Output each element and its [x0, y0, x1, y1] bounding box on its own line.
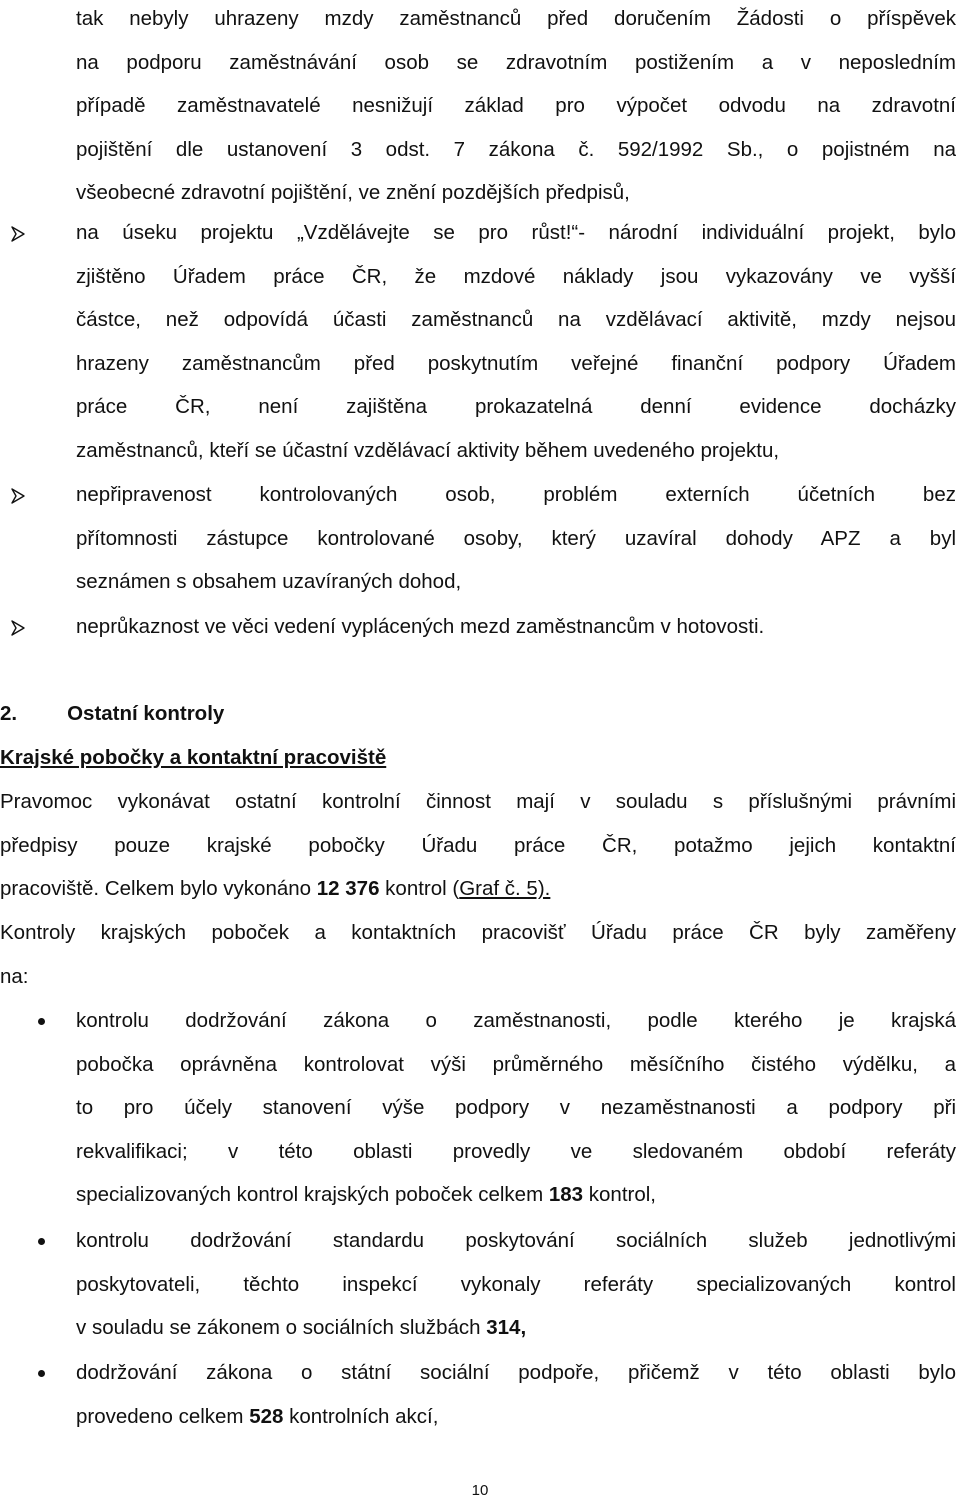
- bullet-item-1: [76, 999, 956, 1217]
- text-line: neprůkaznost ve věci vedení vyplácených mezd zaměstnancům v hotovosti.: [76, 615, 765, 638]
- text-line: seznámen s obsahem uzavíraných dohod,: [76, 570, 462, 594]
- text-run: provedeno celkem: [76, 1404, 250, 1428]
- text-line: [76, 1395, 956, 1439]
- paragraph-2: [0, 911, 956, 998]
- text-line: dodržování zákona o státní sociální podpoře, přičemž v této oblasti bylo: [76, 1361, 956, 1384]
- arrow-item-1: [76, 211, 956, 473]
- arrow-bullet-icon: [10, 226, 26, 242]
- intro-paragraph: [76, 0, 956, 215]
- text-run: specializovaných kontrol krajských poboček celkem: [76, 1183, 549, 1207]
- text-line: na úseku projektu „Vzdělávejte se pro růst!“- národní individuální projekt, bylo: [76, 221, 956, 244]
- arrow-item-3: [76, 605, 956, 649]
- text-line: nepřipravenost kontrolovaných osob, problém externích účetních bez: [76, 483, 956, 506]
- text-line: všeobecné zdravotní pojištění, ve znění pozdějších předpisů,: [76, 181, 630, 205]
- text-line: poskytovateli, těchto inspekcí vykonaly referáty specializovaných kontrol: [76, 1272, 956, 1296]
- page-number: 10: [471, 1482, 489, 1499]
- text-line: kontrolu dodržování zákona o zaměstnanosti, podle kterého je krajská: [76, 1009, 956, 1032]
- section-heading: [0, 692, 956, 736]
- text-line: hrazeny zaměstnancům před poskytnutím veřejné finanční podpory Úřadem: [76, 351, 956, 375]
- text-line: případě zaměstnavatelé nesnižují základ pro výpočet odvodu na zdravotní: [76, 94, 956, 118]
- arrow-item-2: [76, 473, 956, 604]
- text-run: kontrol,: [583, 1183, 656, 1207]
- text-run: pracoviště. Celkem bylo vykonáno: [0, 877, 317, 901]
- arrow-bullet-icon: [10, 620, 26, 636]
- text-line: přítomnosti zástupce kontrolované osoby, který uzavíral dohody APZ a byl: [76, 526, 956, 550]
- text-line: pojištění dle ustanovení 3 odst. 7 zákona č. 592/1992 Sb., o pojistném na: [76, 137, 956, 161]
- count-value: 314,: [486, 1316, 527, 1340]
- paragraph-1: [0, 780, 956, 911]
- text-line: [0, 867, 956, 911]
- bullet-item-3: [76, 1351, 956, 1438]
- text-line: Pravomoc vykonávat ostatní kontrolní činnost mají v souladu s příslušnými právními: [0, 790, 956, 813]
- text-line: částce, než odpovídá účasti zaměstnanců na vzdělávací aktivitě, mzdy nejsou: [76, 308, 956, 332]
- text-line: pobočka oprávněna kontrolovat výši průměrného měsíčního čistého výdělku, a: [76, 1052, 956, 1076]
- section-subtitle-row: [0, 736, 956, 780]
- text-run: v souladu se zákonem o sociálních službách: [76, 1316, 487, 1340]
- text-line: na podporu zaměstnávání osob se zdravotním postižením a v neposledním: [76, 50, 956, 74]
- section-number: 2.: [0, 702, 18, 725]
- text-line: [76, 1173, 956, 1217]
- text-line: zjištěno Úřadem práce ČR, že mzdové náklady jsou vykazovány ve vyšší: [76, 264, 956, 288]
- count-value: 528: [249, 1404, 284, 1428]
- text-line: kontrolu dodržování standardu poskytování sociálních služeb jednotlivými: [76, 1229, 956, 1252]
- text-line: předpisy pouze krajské pobočky Úřadu práce ČR, potažmo jejich kontaktní: [0, 833, 956, 857]
- arrow-bullet-icon: [10, 488, 26, 504]
- text-line: tak nebyly uhrazeny mzdy zaměstnanců před doručením Žádosti o příspěvek: [76, 7, 956, 30]
- bullet-item-2: [76, 1219, 956, 1350]
- total-count: 12 376: [316, 877, 380, 901]
- text-run: kontrol (: [379, 877, 460, 901]
- text-line: [76, 1306, 956, 1350]
- text-line: zaměstnanců, kteří se účastní vzdělávací aktivity během uvedeného projektu,: [76, 438, 780, 462]
- text-line: to pro účely stanovení výše podpory v nezaměstnanosti a podpory při: [76, 1096, 956, 1120]
- section-subtitle: Krajské pobočky a kontaktní pracoviště: [0, 746, 387, 769]
- bullet-dot-icon: [38, 1018, 45, 1025]
- text-run: kontrolních akcí,: [283, 1404, 439, 1428]
- section-title: Ostatní kontroly: [67, 702, 225, 725]
- count-value: 183: [548, 1183, 584, 1207]
- bullet-dot-icon: [38, 1370, 45, 1377]
- text-line: rekvalifikaci; v této oblasti provedly ve sledovaném období referáty: [76, 1139, 956, 1163]
- text-line: na:: [0, 964, 29, 988]
- graph-reference: Graf č. 5).: [459, 877, 551, 901]
- bullet-dot-icon: [38, 1238, 45, 1245]
- text-line: Kontroly krajských poboček a kontaktních pracovišť Úřadu práce ČR byly zaměřeny: [0, 921, 956, 944]
- text-line: práce ČR, není zajištěna prokazatelná denní evidence docházky: [76, 395, 956, 419]
